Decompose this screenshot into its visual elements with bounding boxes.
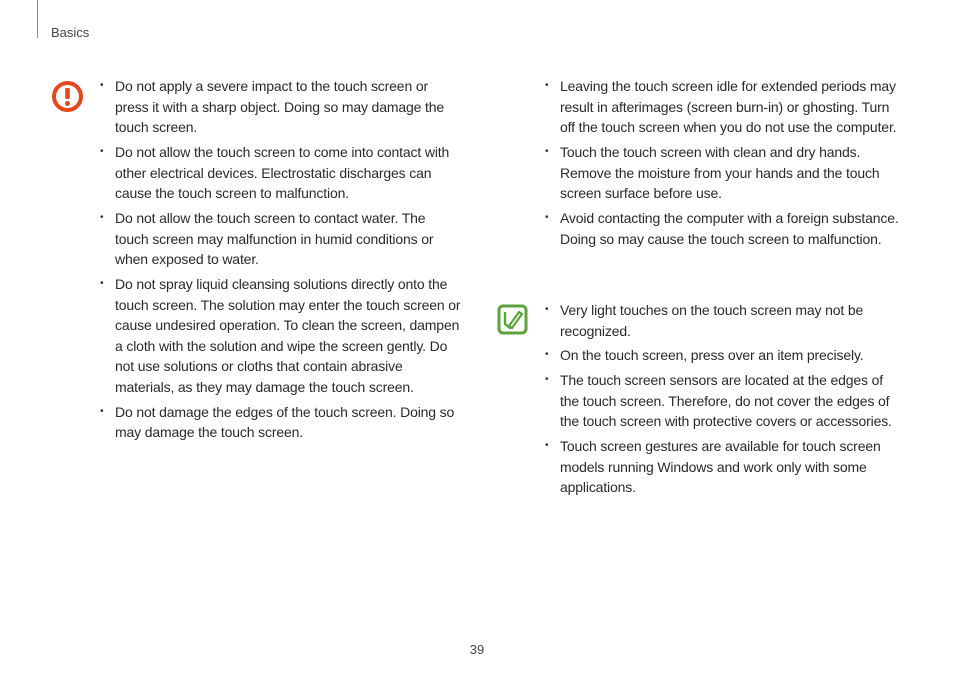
list-item: • Touch screen gestures are available for touch screen models running Windows and work only with some applications.: [545, 438, 881, 496]
list-item-text: Touch the touch screen with clean and dry hands. Remove the moisture from your hands and the touch screen surface before use.: [560, 143, 880, 202]
list-item-text: Do not spray liquid cleansing solutions directly onto the touch screen. The solution may enter the touch screen or cause undesired operation. To clean the screen, dampen a cloth with the solution and wipe the screen gently. Do not use solutions or cloths that contain abrasive materials, as they may damage the touch screen.: [115, 275, 461, 395]
list-item: • Do not spray liquid cleansing solutions directly onto the touch screen. The solution may enter the touch screen or cause undesired operation. To clean the screen, dampen a cloth with the solution and wipe the screen gently. Do not use solutions or cloths that contain abrasive materials, as they may damage the touch screen.: [100, 275, 461, 395]
list-item: • Very light touches on the touch screen may not be recognized.: [545, 302, 864, 339]
list-item: • Do not apply a severe impact to the touch screen or press it with a sharp object. Doing so may damage the touch screen.: [100, 78, 445, 136]
list-item: • Do not damage the edges of the touch screen. Doing so may damage the touch screen.: [100, 403, 455, 441]
note-list: [545, 300, 900, 502]
caution-exclamation-icon: [51, 80, 84, 113]
list-item-text: The touch screen sensors are located at the edges of the touch screen. Therefore, do not cover the edges of the touch screen with protective covers or accessories.: [560, 372, 892, 430]
list-item: • Do not allow the touch screen to come into contact with other electrical devices. Electrostatic discharges can cause the touch screen to malfunction.: [100, 143, 450, 202]
list-item-text: Very light touches on the touch screen may not be recognized.: [560, 302, 864, 339]
list-item-text: Do not allow the touch screen to contact water. The touch screen may malfunction in humid conditions or when exposed to water.: [115, 209, 434, 268]
list-item: • Do not allow the touch screen to contact water. The touch screen may malfunction in humid conditions or when exposed to water.: [100, 209, 434, 268]
list-item: • Avoid contacting the computer with a foreign substance. Doing so may cause the touch screen to malfunction.: [545, 209, 899, 247]
list-item-text: Do not damage the edges of the touch screen. Doing so may damage the touch screen.: [115, 403, 455, 441]
list-item-text: Do not apply a severe impact to the touch screen or press it with a sharp object. Doing so may damage the touch screen.: [115, 78, 445, 136]
caution-list-right: [545, 76, 900, 253]
list-item: • The touch screen sensors are located at the edges of the touch screen. Therefore, do not cover the edges of the touch screen with protective covers or accessories.: [545, 372, 892, 430]
list-item-text: Do not allow the touch screen to come into contact with other electrical devices. Electrostatic discharges can cause the touch screen to malfunction.: [115, 143, 450, 202]
list-item: • Touch the touch screen with clean and dry hands. Remove the moisture from your hands and the touch screen surface before use.: [545, 143, 880, 202]
list-item-text: On the touch screen, press over an item precisely.: [560, 347, 864, 364]
page-number: 39: [469, 642, 485, 657]
list-item: • Leaving the touch screen idle for extended periods may result in afterimages (screen burn-in) or ghosting. Turn off the touch screen when you do not use the computer.: [545, 78, 897, 136]
list-item-text: Leaving the touch screen idle for extended periods may result in afterimages (screen burn-in) or ghosting. Turn off the touch screen when you do not use the computer.: [560, 78, 897, 136]
header-divider: [37, 0, 38, 38]
note-pencil-icon: [497, 304, 528, 335]
section-label: Basics: [51, 25, 90, 40]
caution-list-left: [100, 76, 462, 447]
list-item: • On the touch screen, press over an item precisely.: [545, 347, 864, 364]
list-item-text: Avoid contacting the computer with a foreign substance. Doing so may cause the touch screen to malfunction.: [560, 209, 899, 247]
list-item-text: Touch screen gestures are available for touch screen models running Windows and work only with some applications.: [560, 438, 881, 496]
